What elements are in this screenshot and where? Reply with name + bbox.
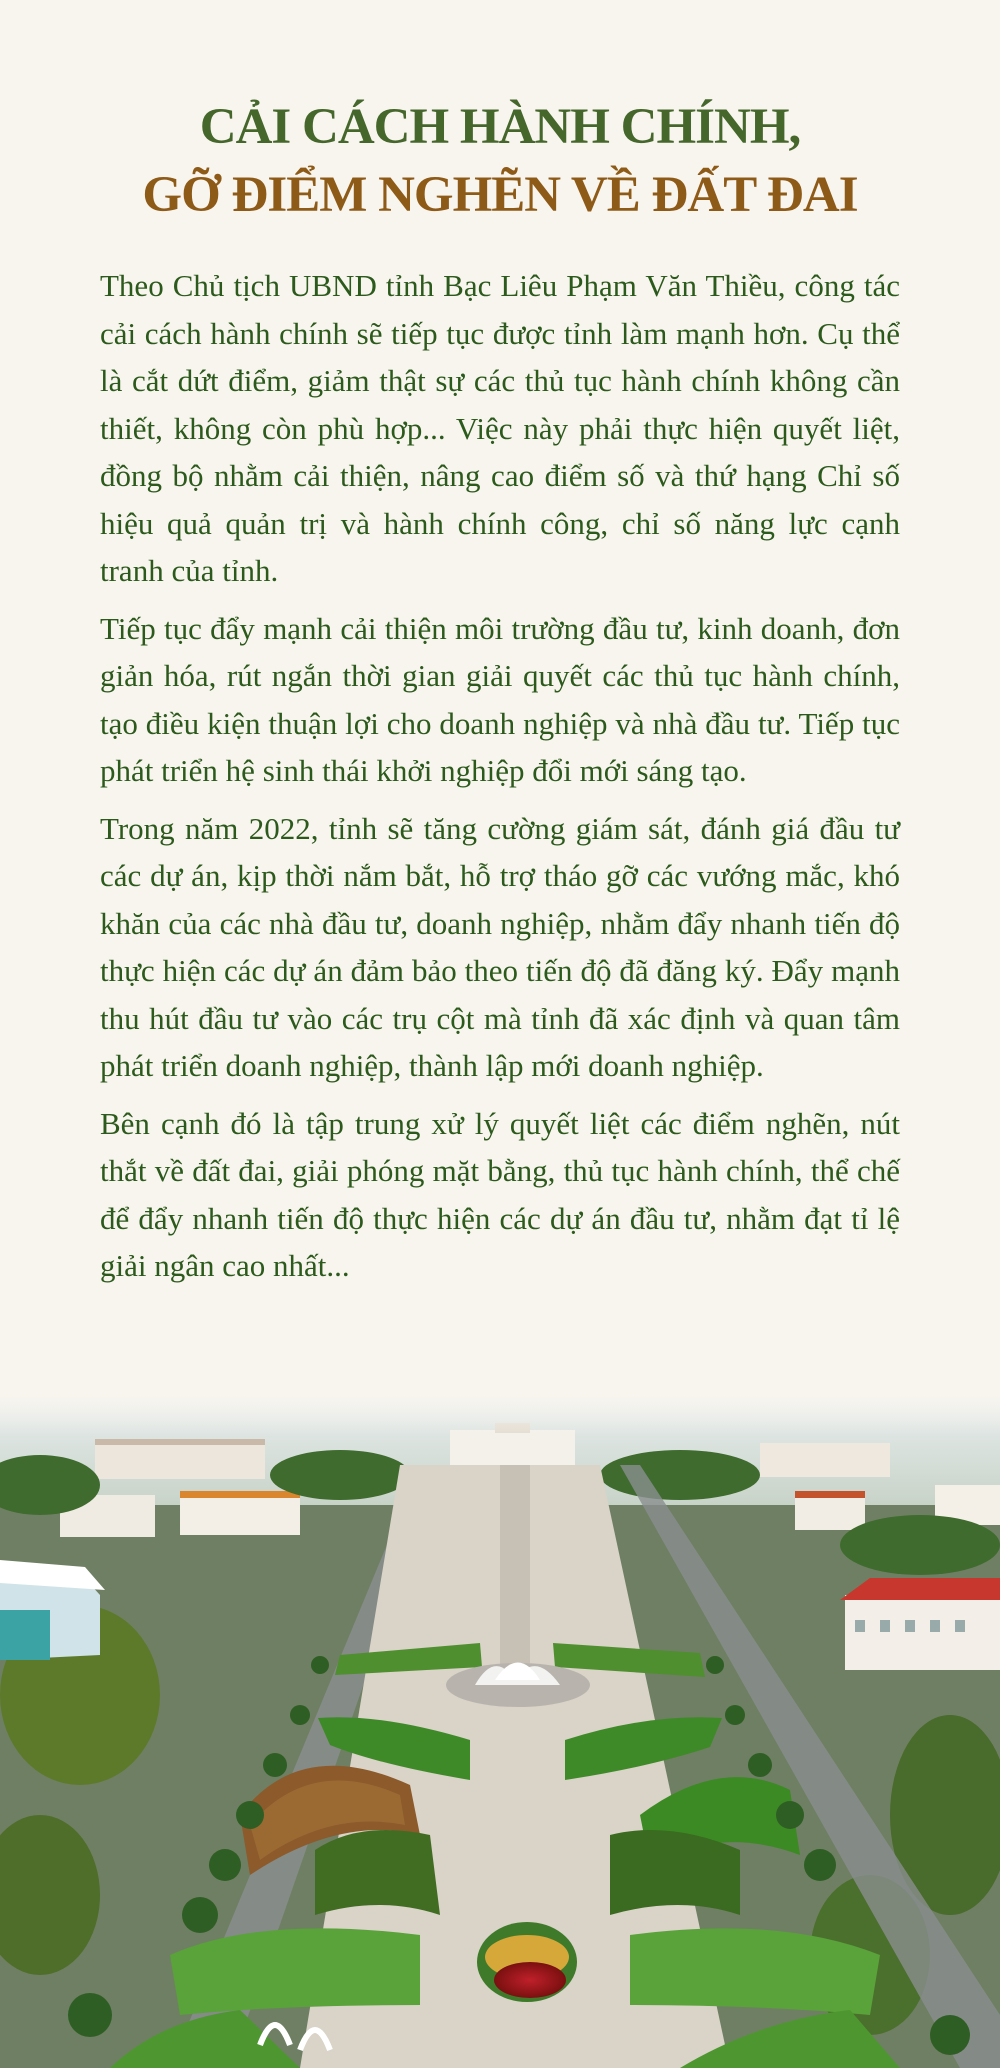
paragraph-2: Tiếp tục đẩy mạnh cải thiện môi trường đầu tư, kinh doanh, đơn giản hóa, rút ngắn thời gian giải quyết các thủ tục hành chính, tạo điều kiện thuận lợi cho doanh nghiệp và nhà đầu tư. Tiếp tục phát triển hệ sinh thái khởi nghiệp đổi mới sáng tạo. [100, 610, 900, 788]
article-title-line-1: CẢI CÁCH HÀNH CHÍNH, [199, 99, 801, 155]
paragraph-4: Bên cạnh đó là tập trung xử lý quyết liệt các điểm nghẽn, nút thắt về đất đai, giải phóng mặt bằng, thủ tục hành chính, thể chế để đẩy nhanh tiến độ thực hiện các dự án đầu tư, nhằm đạt tỉ lệ giải ngân cao nhất... [100, 1105, 900, 1283]
glass-building [0, 1560, 105, 1660]
article-body [100, 262, 900, 1300]
paragraph-1: Theo Chủ tịch UBND tỉnh Bạc Liêu Phạm Văn Thiều, công tác cải cách hành chính sẽ tiếp tục được tỉnh làm mạnh hơn. Cụ thể là cắt dứt điểm, giảm thật sự các thủ tục hành chính không cần thiết, không còn phù hợp... Việc này phải thực hiện quyết liệt, đồng bộ nhằm cải thiện, nâng cao điểm số và thứ hạng Chỉ số hiệu quả quản trị và hành chính công, chỉ số năng lực cạnh tranh của tỉnh. [100, 268, 900, 588]
aerial-city-square-photo [0, 1395, 1000, 2068]
red-roof-building [840, 1578, 1000, 1670]
article-title-line-2: GỠ ĐIỂM NGHẼN VỀ ĐẤT ĐAI [142, 167, 858, 223]
paragraph-3: Trong năm 2022, tỉnh sẽ tăng cường giám sát, đánh giá đầu tư các dự án, kịp thời nắm bắt, hỗ trợ tháo gỡ các vướng mắc, khó khăn của các nhà đầu tư, doanh nghiệp, nhằm đẩy nhanh tiến độ thực hiện các dự án đảm bảo theo tiến độ đã đăng ký. Đẩy mạnh thu hút đầu tư vào các trụ cột mà tỉnh đã xác định và quan tâm phát triển doanh nghiệp, thành lập mới doanh nghiệp. [100, 810, 900, 1083]
